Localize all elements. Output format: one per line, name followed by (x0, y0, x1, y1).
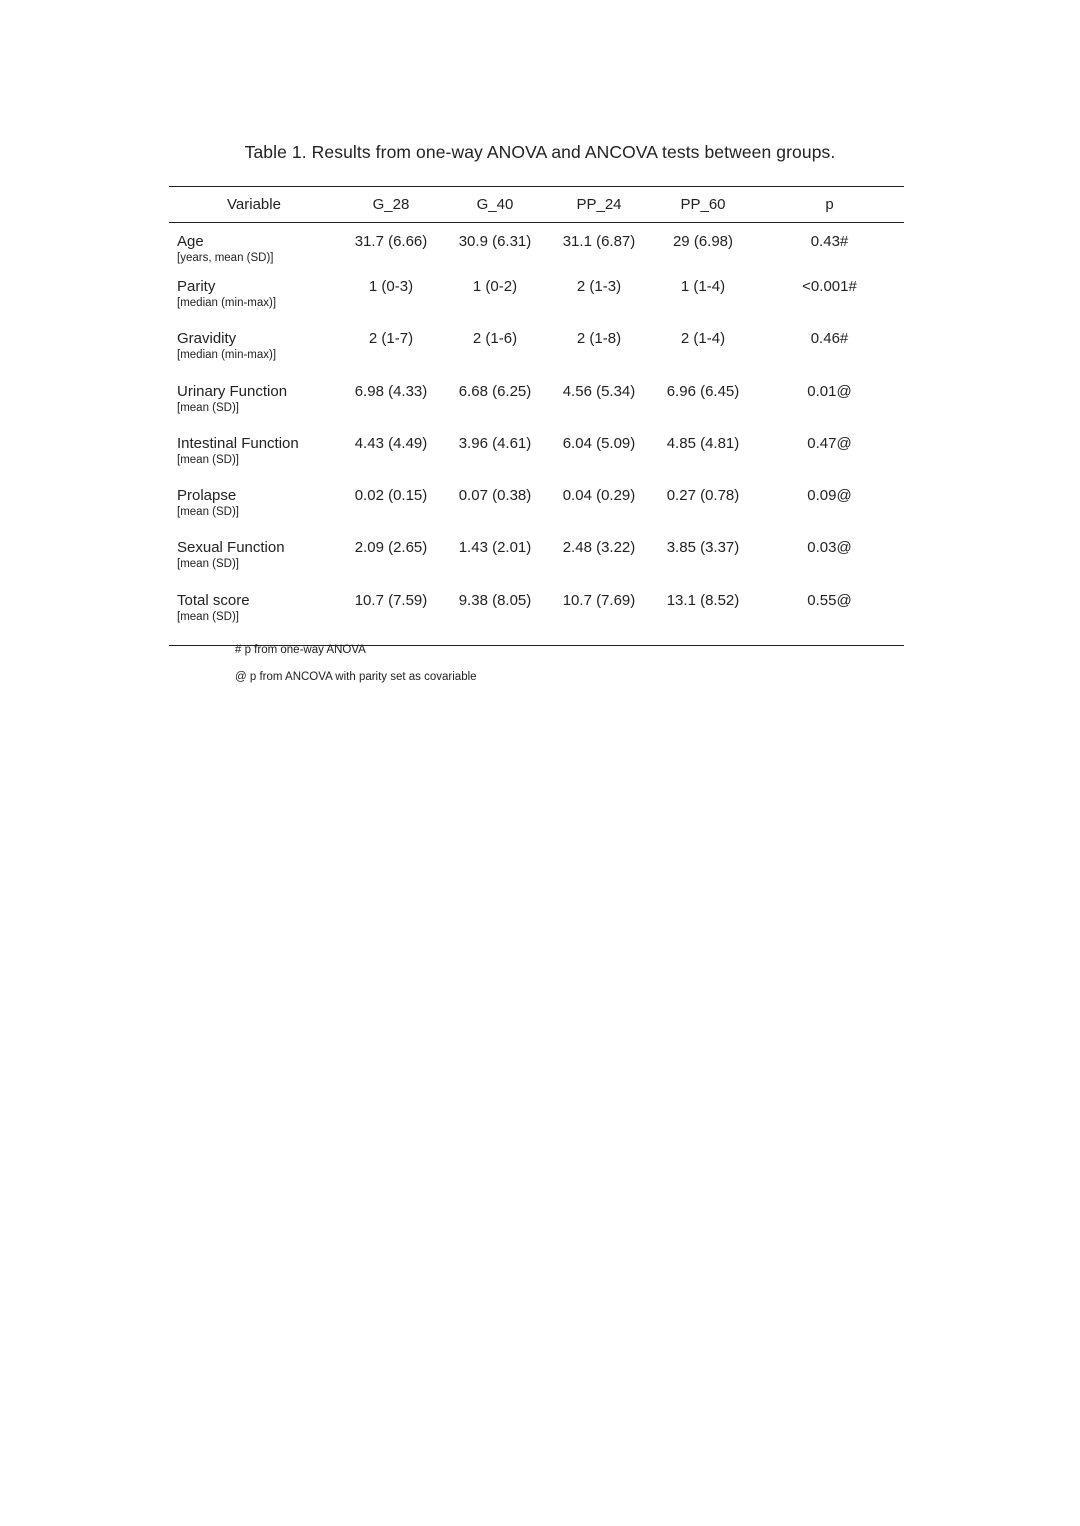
variable-name: Urinary Function (177, 382, 288, 400)
results-table-container (169, 186, 904, 646)
table-row (169, 436, 904, 488)
value-cell (651, 331, 755, 383)
cell-value: 6.04 (5.09) (562, 434, 636, 452)
cell-value: 3.96 (4.61) (458, 434, 532, 452)
value-cell (651, 384, 755, 436)
table-row (169, 540, 904, 592)
value-cell (547, 593, 651, 646)
value-cell (547, 279, 651, 331)
footnote-anova: # p from one-way ANOVA (235, 644, 366, 656)
value-cell (547, 223, 651, 280)
value-cell (443, 593, 547, 646)
value-cell (443, 488, 547, 540)
p-value: 0.46# (810, 330, 849, 348)
value-cell (339, 223, 443, 280)
cell-value: 1 (0-3) (368, 278, 414, 295)
variable-unit: [mean (SD)] (177, 453, 239, 466)
value-cell (443, 436, 547, 488)
column-header-p: p (825, 196, 834, 213)
variable-name: Age (177, 233, 204, 250)
variable-unit: [median (min-max)] (177, 349, 277, 362)
cell-value: 0.27 (0.78) (666, 487, 740, 505)
value-cell (339, 540, 443, 592)
footnote-ancova: @ p from ANCOVA with parity set as covariable (235, 671, 477, 683)
variable-cell (169, 331, 339, 383)
column-header-pp24: PP_24 (576, 196, 622, 213)
value-cell (651, 436, 755, 488)
table-header-row (169, 187, 904, 223)
cell-value: 10.7 (7.59) (354, 591, 428, 609)
p-value: <0.001# (802, 278, 857, 295)
value-cell (651, 279, 755, 331)
cell-value: 0.04 (0.29) (562, 487, 636, 505)
cell-value: 1.43 (2.01) (458, 539, 532, 557)
variable-name: Prolapse (177, 487, 237, 505)
p-value-cell (755, 331, 904, 383)
variable-cell (169, 436, 339, 488)
variable-unit: [mean (SD)] (177, 506, 239, 519)
cell-value: 13.1 (8.52) (666, 591, 740, 609)
column-header-pp60: PP_60 (680, 196, 726, 213)
column-header-g40: G_40 (476, 196, 514, 213)
variable-unit: [years, mean (SD)] (177, 252, 274, 264)
cell-value: 0.07 (0.38) (458, 487, 532, 505)
variable-cell (169, 540, 339, 592)
variable-unit: [mean (SD)] (177, 610, 239, 623)
variable-name: Parity (177, 278, 216, 295)
cell-value: 2 (1-6) (472, 330, 518, 348)
p-value-cell (755, 540, 904, 592)
variable-unit: [mean (SD)] (177, 558, 239, 571)
value-cell (547, 384, 651, 436)
value-cell (443, 279, 547, 331)
value-cell (547, 540, 651, 592)
table-row (169, 279, 904, 331)
column-header-variable: Variable (227, 196, 281, 213)
value-cell (339, 488, 443, 540)
cell-value: 3.85 (3.37) (666, 539, 740, 557)
cell-value: 2 (1-8) (576, 330, 622, 348)
cell-value: 10.7 (7.69) (562, 591, 636, 609)
variable-name: Intestinal Function (177, 434, 299, 452)
value-cell (339, 593, 443, 646)
table-notes (235, 643, 477, 697)
cell-value: 29 (6.98) (672, 233, 734, 250)
variable-name: Sexual Function (177, 539, 285, 557)
variable-cell (169, 223, 339, 280)
p-value: 0.01@ (807, 382, 852, 400)
cell-value: 6.68 (6.25) (458, 382, 532, 400)
p-value: 0.43# (810, 233, 849, 250)
cell-value: 4.85 (4.81) (666, 434, 740, 452)
value-cell (443, 540, 547, 592)
column-header-g28: G_28 (372, 196, 410, 213)
value-cell (443, 223, 547, 280)
p-value: 0.55@ (807, 591, 852, 609)
value-cell (443, 331, 547, 383)
p-value-cell (755, 593, 904, 646)
table-body (169, 223, 904, 646)
value-cell (339, 331, 443, 383)
cell-value: 4.56 (5.34) (562, 382, 636, 400)
value-cell (339, 279, 443, 331)
table-title: Table 1. Results from one-way ANOVA and ANCOVA tests between groups. (244, 142, 836, 162)
cell-value: 30.9 (6.31) (458, 233, 532, 250)
results-table (169, 186, 904, 646)
p-value-cell (755, 488, 904, 540)
variable-cell (169, 593, 339, 646)
cell-value: 6.96 (6.45) (666, 382, 740, 400)
value-cell (443, 384, 547, 436)
cell-value: 2.48 (3.22) (562, 539, 636, 557)
table-row (169, 384, 904, 436)
value-cell (651, 593, 755, 646)
cell-value: 31.7 (6.66) (354, 233, 428, 250)
p-value: 0.03@ (807, 539, 852, 557)
cell-value: 1 (1-4) (680, 278, 726, 295)
table-row (169, 593, 904, 646)
cell-value: 4.43 (4.49) (354, 434, 428, 452)
variable-unit: [mean (SD)] (177, 401, 239, 414)
cell-value: 1 (0-2) (472, 278, 518, 295)
cell-value: 2 (1-7) (368, 330, 414, 348)
cell-value: 9.38 (8.05) (458, 591, 532, 609)
value-cell (339, 384, 443, 436)
variable-unit: [median (min-max)] (177, 297, 277, 309)
table-row (169, 331, 904, 383)
value-cell (651, 540, 755, 592)
value-cell (651, 488, 755, 540)
cell-value: 6.98 (4.33) (354, 382, 428, 400)
p-value: 0.09@ (807, 487, 852, 505)
p-value-cell (755, 436, 904, 488)
p-value-cell (755, 384, 904, 436)
cell-value: 31.1 (6.87) (562, 233, 636, 250)
variable-cell (169, 488, 339, 540)
cell-value: 0.02 (0.15) (354, 487, 428, 505)
value-cell (339, 436, 443, 488)
cell-value: 2 (1-4) (680, 330, 726, 348)
table-row (169, 223, 904, 280)
variable-cell (169, 279, 339, 331)
cell-value: 2 (1-3) (576, 278, 622, 295)
p-value: 0.47@ (807, 434, 852, 452)
value-cell (651, 223, 755, 280)
p-value-cell (755, 279, 904, 331)
cell-value: 2.09 (2.65) (354, 539, 428, 557)
variable-cell (169, 384, 339, 436)
variable-name: Total score (177, 591, 250, 609)
value-cell (547, 436, 651, 488)
variable-name: Gravidity (177, 330, 237, 348)
table-row (169, 488, 904, 540)
value-cell (547, 488, 651, 540)
value-cell (547, 331, 651, 383)
p-value-cell (755, 223, 904, 280)
